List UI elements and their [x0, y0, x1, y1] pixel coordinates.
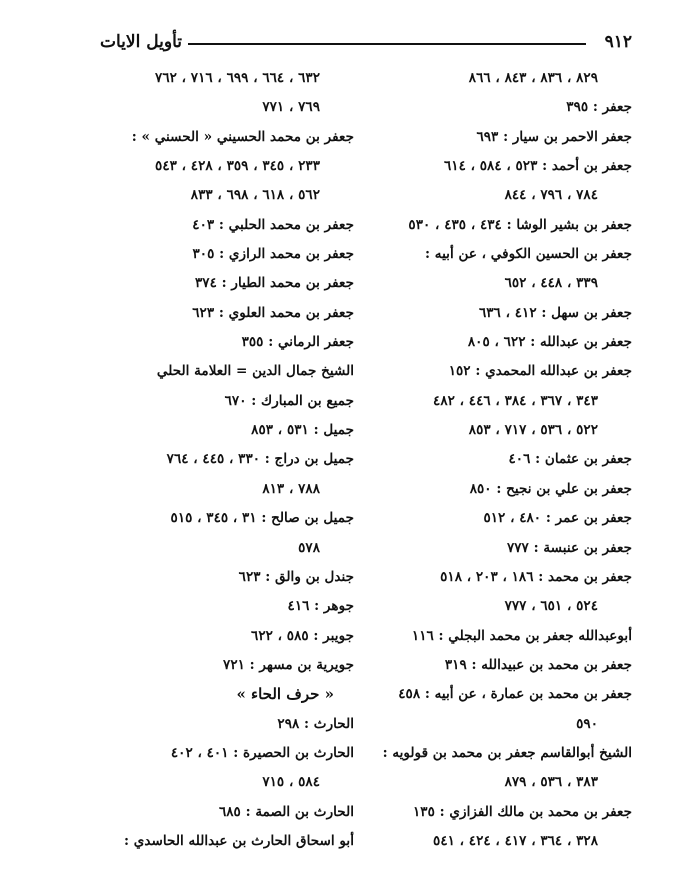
- index-entry-continuation: ٨٢٩ ، ٨٣٦ ، ٨٤٣ ، ٨٦٦: [468, 70, 598, 86]
- index-entry: الشيخ جمال الدين = العلامة الحلي: [156, 363, 354, 380]
- index-entry: الحارث : ٢٩٨: [277, 715, 354, 732]
- index-entry-continuation: ٥٧٨: [298, 539, 320, 556]
- index-entry: جعفر بن عبدالله : ٦٢٢ ، ٨٠٥: [467, 334, 632, 351]
- section-heading: « حرف الحاء »: [236, 685, 334, 704]
- index-entry: جعفر بن محمد بن عمارة ، عن أبيه : ٤٥٨: [398, 686, 632, 703]
- index-entry: جعفر : ٣٩٥: [566, 99, 632, 116]
- index-entry: جعفر بن عنبسة : ٧٧٧: [506, 539, 632, 556]
- index-entry: جوهر : ٤١٦: [287, 598, 354, 615]
- index-entry: جعفر بن محمد الحسيني « الحسني » :: [131, 128, 354, 145]
- index-entry: جويبر : ٥٨٥ ، ٦٢٢: [251, 627, 354, 644]
- index-entry-continuation: ٣٢٨ ، ٣٦٤ ، ٤١٧ ، ٤٢٤ ، ٥٤١: [433, 832, 598, 849]
- index-entry-continuation: ٣٨٣ ، ٥٣٦ ، ٨٧٩: [504, 774, 598, 791]
- index-entry: جعفر بن عثمان : ٤٠٦: [508, 451, 632, 468]
- index-entry: جعفر بن محمد الطيار : ٣٧٤: [195, 275, 354, 292]
- running-title: تأويل الايات: [100, 32, 182, 52]
- index-entry-continuation: ٥٢٤ ، ٦٥١ ، ٧٧٧: [504, 598, 598, 615]
- index-entry: جميل بن دراج : ٣٣٠ ، ٤٤٥ ، ٧٦٤: [166, 451, 354, 468]
- index-entry: جندل بن والق : ٦٢٣: [238, 568, 354, 585]
- index-entry: جميع بن المبارك : ٦٧٠: [224, 392, 354, 409]
- index-entry: الشيخ أبوالقاسم جعفر بن محمد بن قولويه :: [382, 744, 632, 761]
- index-entry-continuation: ٥٨٤ ، ٧١٥: [262, 774, 320, 791]
- index-entry: جويرية بن مسهر : ٧٢١: [223, 656, 354, 673]
- index-entry: جعفر بن محمد العلوي : ٦٢٣: [192, 304, 354, 321]
- index-entry: الحارث بن الصمة : ٦٨٥: [218, 803, 354, 820]
- index-entry-continuation: ٥٩٠: [576, 715, 598, 732]
- index-entry: جعفر بن الحسين الكوفي ، عن أبيه :: [425, 246, 632, 263]
- index-entry-continuation: ٦٣٢ ، ٦٦٤ ، ٦٩٩ ، ٧١٦ ، ٧٦٢: [155, 70, 320, 86]
- index-entry-continuation: ٥٦٢ ، ٦١٨ ، ٦٩٨ ، ٨٣٣: [190, 187, 320, 204]
- index-entry: الحارث بن الحصيرة : ٤٠١ ، ٤٠٢: [170, 744, 354, 761]
- index-entry: جعفر الاحمر بن سيار : ٦٩٣: [476, 128, 632, 145]
- index-entry: جعفر بن عبدالله المحمدي : ١٥٢: [448, 363, 632, 380]
- index-entry-continuation: ٣٤٣ ، ٣٦٧ ، ٣٨٤ ، ٤٤٦ ، ٤٨٢: [433, 392, 598, 409]
- index-entry: جميل بن صالح : ٣١ ، ٣٤٥ ، ٥١٥: [170, 510, 354, 527]
- index-entry: جعفر بن محمد بن عبيدالله : ٣١٩: [444, 656, 632, 673]
- index-entry-continuation: ٢٣٣ ، ٣٤٥ ، ٣٥٩ ، ٤٢٨ ، ٥٤٣: [155, 158, 320, 175]
- index-column-left: [100, 64, 354, 856]
- index-entry: جعفر بن بشير الوشا : ٤٣٤ ، ٤٣٥ ، ٥٣٠: [408, 216, 632, 233]
- index-entry: جميل : ٥٣١ ، ٨٥٣: [251, 422, 354, 439]
- index-entry: جعفر بن محمد : ١٨٦ ، ٢٠٣ ، ٥١٨: [440, 568, 632, 585]
- index-entry: جعفر الرماني : ٣٥٥: [241, 334, 354, 351]
- index-entry: جعفر بن محمد الرازي : ٣٠٥: [192, 246, 354, 263]
- index-entry-continuation: ٥٢٢ ، ٥٣٦ ، ٧١٧ ، ٨٥٣: [468, 422, 598, 439]
- page-header: [100, 28, 632, 62]
- index-column-right: [378, 64, 632, 856]
- index-entry-continuation: ٧٨٨ ، ٨١٣: [262, 480, 320, 497]
- index-entry: أبوعبدالله جعفر بن محمد البجلي : ١١٦: [411, 627, 632, 644]
- index-entry: جعفر بن سهل : ٤١٢ ، ٦٣٦: [478, 304, 632, 321]
- index-entry: أبو اسحاق الحارث بن عبدالله الحاسدي :: [123, 832, 354, 849]
- index-entry: جعفر بن محمد بن مالك الفزازي : ١٣٥: [412, 803, 632, 820]
- index-entry-continuation: ٧٨٤ ، ٧٩٦ ، ٨٤٤: [504, 187, 598, 204]
- index-entry: جعفر بن علي بن نجيح : ٨٥٠: [469, 480, 632, 497]
- page-number: ٩١٢: [604, 32, 632, 52]
- index-entry-continuation: ٧٦٩ ، ٧٧١: [262, 99, 320, 116]
- header-rule: [188, 43, 586, 45]
- index-entry: جعفر بن محمد الحلبي : ٤٠٣: [192, 216, 354, 233]
- index-entry: جعفر بن عمر : ٤٨٠ ، ٥١٢: [483, 510, 632, 527]
- index-entry: جعفر بن أحمد : ٥٢٣ ، ٥٨٤ ، ٦١٤: [443, 158, 632, 175]
- index-entry-continuation: ٣٣٩ ، ٤٤٨ ، ٦٥٢: [504, 275, 598, 292]
